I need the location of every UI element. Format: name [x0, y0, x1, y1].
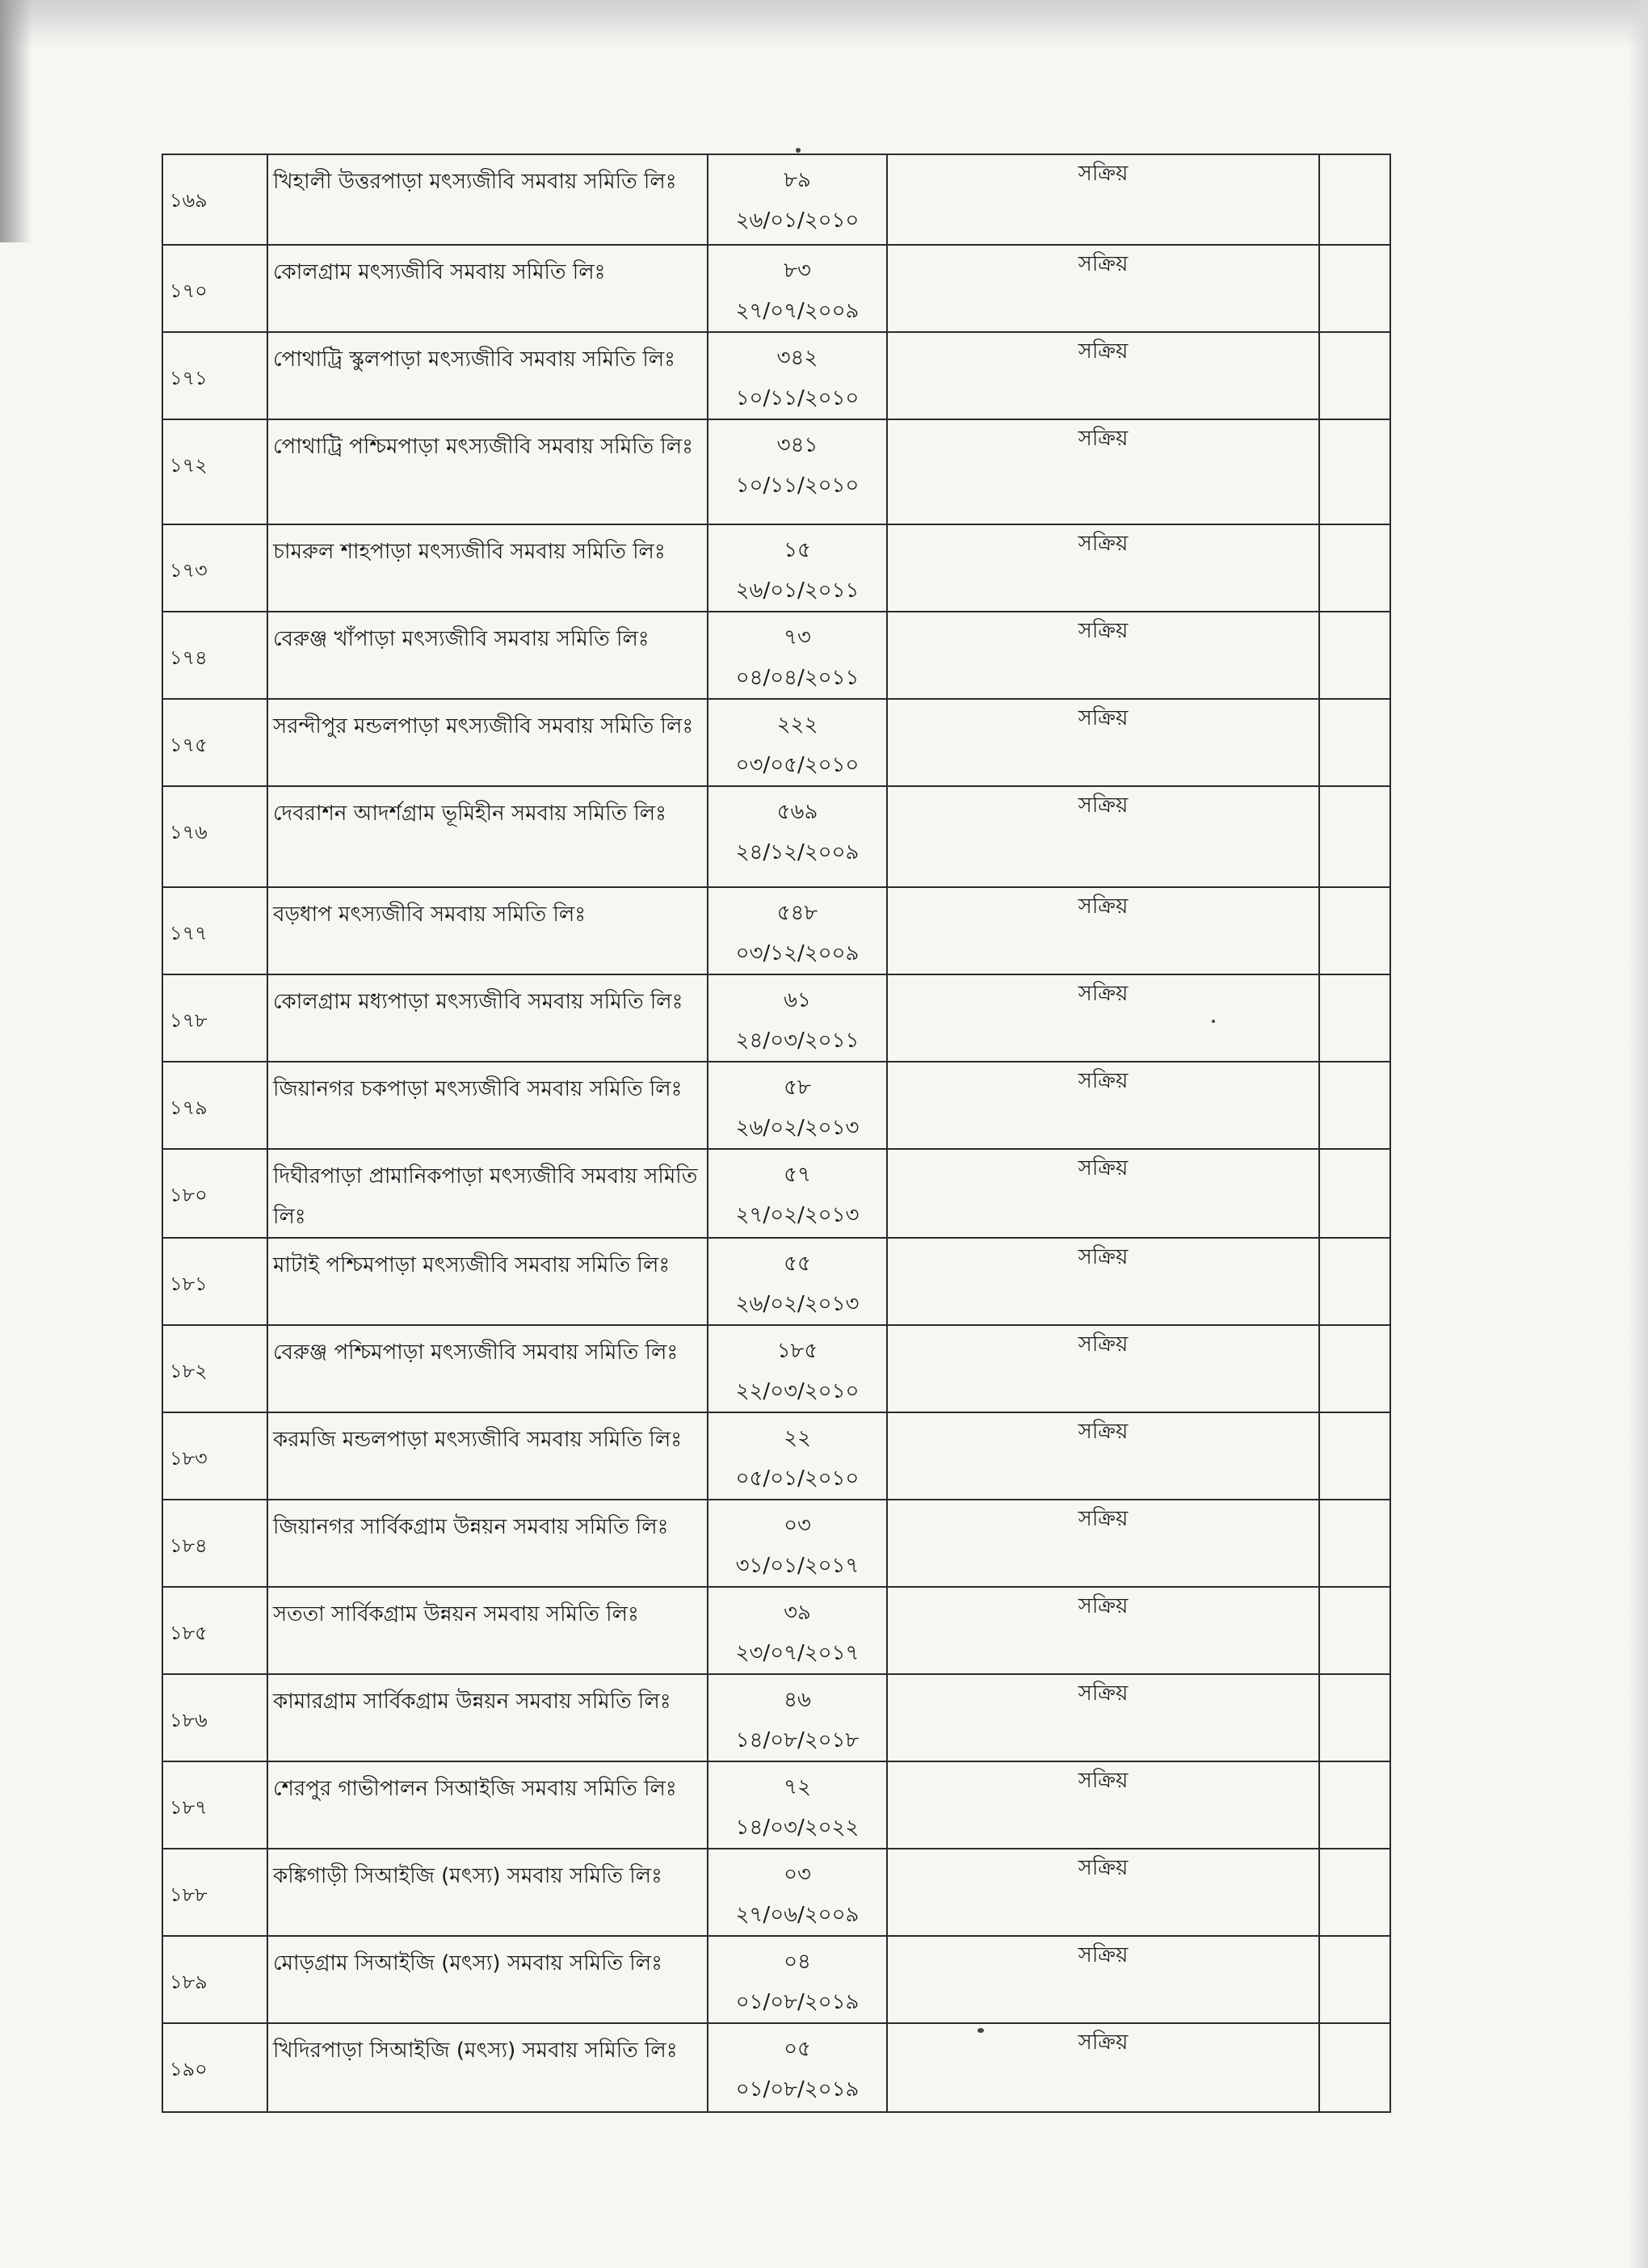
society-name: খিহালী উত্তরপাড়া মৎস্যজীবি সমবায় সমিতি লিঃ — [273, 170, 677, 194]
serial-number: ১৮৯ — [170, 1971, 208, 1993]
registration-cell — [708, 1587, 887, 1674]
status-text: সক্রিয় — [1078, 339, 1129, 364]
serial-number: ১৭৮ — [170, 1009, 208, 1032]
serial-cell — [162, 612, 267, 699]
society-name: দিঘীরপাড়া প্রামানিকপাড়া মৎস্যজীবি সমবায় সমিতি লিঃ — [273, 1164, 698, 1229]
status-text: সক্রিয় — [1078, 1681, 1129, 1706]
status-cell — [887, 1674, 1319, 1761]
society-name: দেবরাশন আদর্শগ্রাম ভূমিহীন সমবায় সমিতি লিঃ — [273, 802, 667, 826]
registration-date: ২৪/০৩/২০১১ — [735, 1029, 860, 1053]
society-name: কোলগ্রাম মৎস্যজীবি সমবায় সমিতি লিঃ — [273, 260, 606, 284]
registration-cell — [708, 1849, 887, 1936]
society-name-cell — [267, 699, 708, 786]
status-text: সক্রিয় — [1078, 1594, 1129, 1618]
serial-cell — [162, 1149, 267, 1238]
remarks-cell — [1319, 1674, 1390, 1761]
society-name-cell — [267, 332, 708, 419]
status-cell — [887, 1325, 1319, 1412]
registration-date: ৩১/০১/২০১৭ — [735, 1554, 860, 1578]
serial-cell — [162, 524, 267, 612]
society-name: করমজি মন্ডলপাড়া মৎস্যজীবি সমবায় সমিতি লিঃ — [273, 1428, 683, 1452]
remarks-cell — [1319, 245, 1390, 332]
society-name-cell — [267, 1412, 708, 1500]
society-name-cell — [267, 1500, 708, 1587]
society-name: পোথাট্রি স্কুলপাড়া মৎস্যজীবি সমবায় সমিতি লিঃ — [273, 347, 675, 372]
status-text: সক্রিয় — [1078, 1332, 1129, 1357]
registration-date: ২৩/০৭/২০১৭ — [735, 1641, 860, 1665]
serial-cell — [162, 699, 267, 786]
status-cell — [887, 887, 1319, 974]
serial-number: ১৭২ — [170, 454, 208, 477]
society-name: মাটাই পশ্চিমপাড়া মৎস্যজীবি সমবায় সমিতি লিঃ — [273, 1253, 671, 1277]
serial-number: ১৮৮ — [170, 1883, 208, 1906]
status-cell — [887, 974, 1319, 1062]
registration-number: ৭২ — [784, 1775, 811, 1799]
serial-cell — [162, 1674, 267, 1761]
status-cell — [887, 1500, 1319, 1587]
serial-cell — [162, 974, 267, 1062]
society-name: কামারগ্রাম সার্বিকগ্রাম উন্নয়ন সমবায় সমিতি লিঃ — [273, 1689, 671, 1714]
registration-cell — [708, 332, 887, 419]
society-name: জিয়ানগর চকপাড়া মৎস্যজীবি সমবায় সমিতি লিঃ — [273, 1077, 683, 1101]
registration-date: ২৪/১২/২০০৯ — [735, 840, 860, 865]
scan-shadow-left — [0, 0, 32, 242]
status-cell — [887, 1936, 1319, 2023]
table-row — [162, 1412, 1390, 1500]
remarks-cell — [1319, 419, 1390, 524]
table-row — [162, 245, 1390, 332]
status-text: সক্রিয় — [1078, 894, 1129, 919]
remarks-cell — [1319, 1761, 1390, 1849]
status-cell — [887, 1062, 1319, 1149]
remarks-cell — [1319, 1849, 1390, 1936]
remarks-cell — [1319, 2023, 1390, 2112]
society-name-cell — [267, 612, 708, 699]
registration-date: ২৬/০২/২০১৩ — [735, 1292, 860, 1316]
society-name-cell — [267, 1149, 708, 1238]
registration-date: ২৬/০১/২০১০ — [735, 208, 860, 233]
registration-date: ০৩/০৫/২০১০ — [735, 753, 860, 777]
status-text: সক্রিয় — [1078, 1769, 1129, 1793]
serial-cell — [162, 887, 267, 974]
registration-number: ০৪ — [784, 1950, 811, 1974]
serial-cell — [162, 1849, 267, 1936]
table-row — [162, 1325, 1390, 1412]
society-name: মোড়গ্রাম সিআইজি (মৎস্য) সমবায় সমিতি লিঃ — [273, 1951, 662, 1976]
society-name-cell — [267, 524, 708, 612]
registration-number: ৬১ — [784, 988, 811, 1012]
serial-cell — [162, 786, 267, 887]
registration-cell — [708, 1936, 887, 2023]
society-name-cell — [267, 974, 708, 1062]
remarks-cell — [1319, 974, 1390, 1062]
status-cell — [887, 1238, 1319, 1325]
registration-date: ২২/০৩/২০১০ — [735, 1379, 860, 1403]
registration-number: ৪৬ — [784, 1688, 811, 1712]
remarks-cell — [1319, 1587, 1390, 1674]
serial-cell — [162, 332, 267, 419]
status-text: সক্রিয় — [1078, 706, 1129, 730]
registration-date: ১০/১১/২০১০ — [735, 473, 860, 498]
scan-shadow-right — [1629, 0, 1648, 2268]
status-cell — [887, 699, 1319, 786]
status-cell — [887, 612, 1319, 699]
status-cell — [887, 1412, 1319, 1500]
society-name: কঙ্কিগাড়ী সিআইজি (মৎস্য) সমবায় সমিতি লিঃ — [273, 1864, 662, 1888]
registration-cell — [708, 154, 887, 245]
society-name: জিয়ানগর সার্বিকগ্রাম উন্নয়ন সমবায় সমিতি লিঃ — [273, 1515, 669, 1539]
remarks-cell — [1319, 1500, 1390, 1587]
registration-number: ৩৯ — [784, 1601, 811, 1625]
table-row — [162, 786, 1390, 887]
registration-number: ০৫ — [784, 2037, 811, 2061]
registration-date: ০৩/১২/২০০৯ — [735, 941, 860, 966]
status-cell — [887, 1587, 1319, 1674]
registration-cell — [708, 1149, 887, 1238]
remarks-cell — [1319, 154, 1390, 245]
table-row — [162, 1062, 1390, 1149]
society-name-cell — [267, 2023, 708, 2112]
registration-cell — [708, 1500, 887, 1587]
serial-number: ১৭৬ — [170, 821, 208, 844]
status-text: সক্রিয় — [1078, 427, 1129, 451]
serial-cell — [162, 154, 267, 245]
registration-date: ০১/০৮/২০১৯ — [735, 2077, 860, 2102]
serial-cell — [162, 245, 267, 332]
serial-number: ১৭৩ — [170, 559, 208, 582]
registration-date: ২৭/০৬/২০০৯ — [735, 1903, 860, 1927]
serial-number: ১৭৭ — [170, 922, 208, 945]
table-row — [162, 1936, 1390, 2023]
serial-cell — [162, 1761, 267, 1849]
registration-cell — [708, 245, 887, 332]
society-name-cell — [267, 1761, 708, 1849]
status-text: সক্রিয় — [1078, 619, 1129, 643]
society-name-cell — [267, 1325, 708, 1412]
society-name: সরন্দীপুর মন্ডলপাড়া মৎস্যজীবি সমবায় সমিতি লিঃ — [273, 714, 694, 738]
serial-cell — [162, 1936, 267, 2023]
remarks-cell — [1319, 786, 1390, 887]
table-row — [162, 1761, 1390, 1849]
registration-number: ৫৫ — [784, 1252, 811, 1276]
registration-number: ০৩ — [784, 1513, 811, 1538]
status-text: সক্রিয় — [1078, 793, 1129, 818]
serial-number: ১৮৬ — [170, 1709, 208, 1732]
society-name-cell — [267, 887, 708, 974]
serial-cell — [162, 1062, 267, 1149]
remarks-cell — [1319, 1325, 1390, 1412]
status-text: সক্রিয় — [1078, 532, 1129, 556]
status-cell — [887, 1149, 1319, 1238]
society-name: খিদিরপাড়া সিআইজি (মৎস্য) সমবায় সমিতি লিঃ — [273, 2039, 678, 2063]
serial-cell — [162, 419, 267, 524]
registration-date: ০১/০৮/২০১৯ — [735, 1990, 860, 2014]
remarks-cell — [1319, 524, 1390, 612]
table-row — [162, 524, 1390, 612]
society-name-cell — [267, 1587, 708, 1674]
status-cell — [887, 1849, 1319, 1936]
registration-date: ১৪/০৩/২০২২ — [735, 1816, 860, 1840]
scan-speck — [1212, 1020, 1215, 1023]
table-row — [162, 612, 1390, 699]
society-name-cell — [267, 245, 708, 332]
status-text: সক্রিয় — [1078, 252, 1129, 276]
status-cell — [887, 419, 1319, 524]
scan-speck — [977, 2028, 984, 2033]
serial-number: ১৭৯ — [170, 1096, 208, 1119]
registration-number: ১৫ — [784, 538, 811, 562]
table-row — [162, 699, 1390, 786]
serial-number: ১৮২ — [170, 1360, 208, 1382]
society-name-cell — [267, 419, 708, 524]
serial-number: ১৮৭ — [170, 1796, 208, 1819]
serial-number: ১৮৫ — [170, 1622, 208, 1644]
society-name: বেরুঞ্জ খাঁপাড়া মৎস্যজীবি সমবায় সমিতি লিঃ — [273, 627, 650, 651]
table-row — [162, 974, 1390, 1062]
status-cell — [887, 245, 1319, 332]
status-cell — [887, 332, 1319, 419]
remarks-cell — [1319, 1062, 1390, 1149]
status-text: সক্রিয় — [1078, 1245, 1129, 1269]
status-text: সক্রিয় — [1078, 162, 1129, 186]
table-row — [162, 1587, 1390, 1674]
serial-cell — [162, 1500, 267, 1587]
registration-number: ৮৯ — [784, 168, 811, 192]
status-text: সক্রিয় — [1078, 1069, 1129, 1093]
society-name: সততা সার্বিকগ্রাম উন্নয়ন সমবায় সমিতি লিঃ — [273, 1602, 639, 1626]
serial-number: ১৭০ — [170, 280, 208, 302]
registration-date: ২৭/০৭/২০০৯ — [735, 299, 860, 323]
remarks-cell — [1319, 332, 1390, 419]
table-row — [162, 1849, 1390, 1936]
registration-number: ২২ — [784, 1426, 811, 1450]
registration-cell — [708, 612, 887, 699]
society-name-cell — [267, 1238, 708, 1325]
remarks-cell — [1319, 1149, 1390, 1238]
registration-number: ৫৪৮ — [776, 901, 818, 925]
remarks-cell — [1319, 1238, 1390, 1325]
registration-number: ২২২ — [776, 713, 818, 737]
table-body — [162, 154, 1390, 2112]
society-name-cell — [267, 1849, 708, 1936]
society-name-cell — [267, 1936, 708, 2023]
serial-number: ১৮৩ — [170, 1447, 208, 1470]
serial-cell — [162, 2023, 267, 2112]
scan-speck — [796, 148, 801, 153]
registration-cell — [708, 974, 887, 1062]
table-row — [162, 154, 1390, 245]
table-row — [162, 1500, 1390, 1587]
table-row — [162, 887, 1390, 974]
table-row — [162, 1149, 1390, 1238]
status-text: সক্রিয় — [1078, 982, 1129, 1006]
registration-cell — [708, 1674, 887, 1761]
society-name-cell — [267, 1674, 708, 1761]
status-text: সক্রিয় — [1078, 1507, 1129, 1531]
registration-number: ৭৩ — [784, 625, 811, 650]
registration-date: ১৪/০৮/২০১৮ — [735, 1728, 860, 1753]
status-cell — [887, 154, 1319, 245]
society-name-cell — [267, 1062, 708, 1149]
table-row — [162, 419, 1390, 524]
society-name-cell — [267, 154, 708, 245]
registration-cell — [708, 1761, 887, 1849]
serial-number: ১৭৪ — [170, 646, 208, 669]
serial-cell — [162, 1325, 267, 1412]
serial-number: ১৮১ — [170, 1273, 208, 1295]
table-row — [162, 1238, 1390, 1325]
remarks-cell — [1319, 1936, 1390, 2023]
serial-number: ১৮৪ — [170, 1534, 208, 1557]
status-cell — [887, 786, 1319, 887]
registration-number: ৩৪১ — [776, 433, 818, 457]
status-text: সক্রিয় — [1078, 2030, 1129, 2055]
registration-date: ২৭/০২/২০১৩ — [735, 1203, 860, 1227]
registration-number: ৮৩ — [784, 259, 811, 283]
serial-cell — [162, 1412, 267, 1500]
registration-date: ০৪/০৪/২০১১ — [735, 666, 860, 690]
status-cell — [887, 1761, 1319, 1849]
registration-cell — [708, 699, 887, 786]
registration-number: ৫৭ — [784, 1163, 811, 1187]
remarks-cell — [1319, 699, 1390, 786]
registration-number: ৫৮ — [784, 1075, 811, 1100]
scan-shadow-top — [0, 0, 1648, 48]
registration-cell — [708, 1062, 887, 1149]
registration-cell — [708, 419, 887, 524]
registration-number: ৩৪২ — [776, 346, 818, 370]
registration-cell — [708, 1412, 887, 1500]
registration-cell — [708, 2023, 887, 2112]
serial-cell — [162, 1238, 267, 1325]
society-name: বড়ধাপ মৎস্যজীবি সমবায় সমিতি লিঃ — [273, 903, 586, 927]
registration-number: ১৮৫ — [776, 1339, 818, 1363]
table-row — [162, 1674, 1390, 1761]
status-cell — [887, 524, 1319, 612]
registration-number: ৫৬৯ — [776, 800, 818, 824]
status-cell — [887, 2023, 1319, 2112]
serial-number: ১৯০ — [170, 2058, 208, 2081]
registration-number: ০৩ — [784, 1862, 811, 1887]
serial-cell — [162, 1587, 267, 1674]
status-text: সক্রিয় — [1078, 1420, 1129, 1444]
society-name: চামরুল শাহপাড়া মৎস্যজীবি সমবায় সমিতি লিঃ — [273, 540, 666, 564]
status-text: সক্রিয় — [1078, 1156, 1129, 1180]
society-name: পোথাট্রি পশ্চিমপাড়া মৎস্যজীবি সমবায় সমিতি লিঃ — [273, 435, 694, 459]
registration-date: ১০/১১/২০১০ — [735, 386, 860, 410]
registration-cell — [708, 1238, 887, 1325]
status-text: সক্রিয় — [1078, 1943, 1129, 1967]
registration-date: ২৬/০২/২০১৩ — [735, 1116, 860, 1140]
registration-cell — [708, 786, 887, 887]
society-name: কোলগ্রাম মধ্যপাড়া মৎস্যজীবি সমবায় সমিতি লিঃ — [273, 990, 683, 1014]
registration-cell — [708, 887, 887, 974]
registration-cell — [708, 1325, 887, 1412]
society-name: শেরপুর গাভীপালন সিআইজি সমবায় সমিতি লিঃ — [273, 1777, 677, 1801]
registration-cell — [708, 524, 887, 612]
serial-number: ১৭১ — [170, 367, 208, 389]
serial-number: ১৬৯ — [170, 189, 208, 212]
registration-date: ২৬/০১/২০১১ — [735, 579, 860, 603]
remarks-cell — [1319, 612, 1390, 699]
table-row — [162, 2023, 1390, 2112]
table-row — [162, 332, 1390, 419]
serial-number: ১৭৫ — [170, 734, 208, 756]
society-name-cell — [267, 786, 708, 887]
society-name: বেরুঞ্জ পশ্চিমপাড়া মৎস্যজীবি সমবায় সমিতি লিঃ — [273, 1340, 679, 1365]
society-registry-table — [162, 154, 1391, 2113]
remarks-cell — [1319, 887, 1390, 974]
remarks-cell — [1319, 1412, 1390, 1500]
status-text: সক্রিয় — [1078, 1856, 1129, 1880]
registration-date: ০৫/০১/২০১০ — [735, 1466, 860, 1491]
serial-number: ১৮০ — [170, 1184, 208, 1206]
